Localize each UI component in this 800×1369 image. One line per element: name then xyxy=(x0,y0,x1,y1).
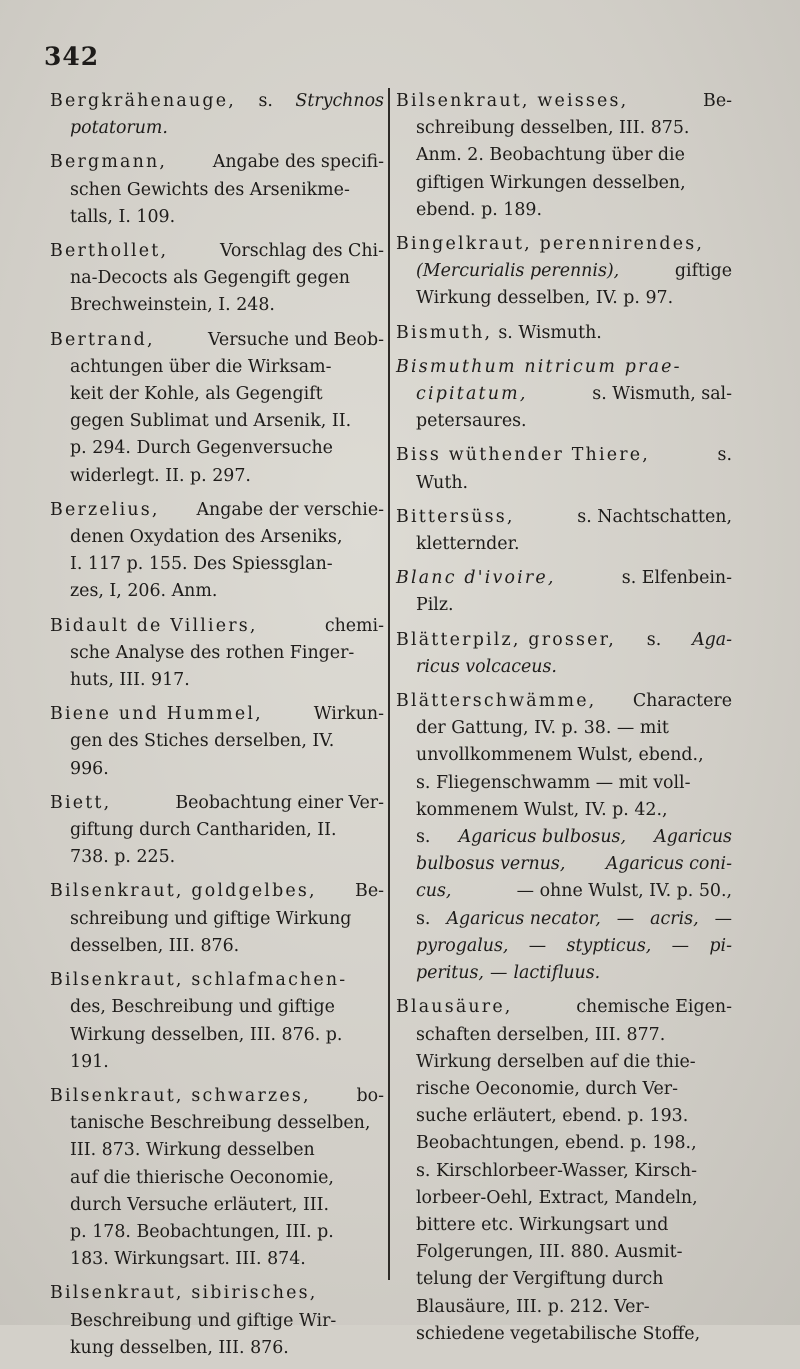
entry-first-line xyxy=(50,701,384,728)
entry-text: sche Analyse des rothen Finger- xyxy=(70,642,355,663)
entry-line xyxy=(396,197,732,224)
entry-first-line xyxy=(50,238,384,265)
entry-line xyxy=(50,204,384,231)
entry-text: huts, III. 917. xyxy=(70,670,190,691)
entry-line xyxy=(50,1049,384,1076)
entry-first-line xyxy=(50,88,384,115)
entry-text: talls, I. 109. xyxy=(70,206,176,227)
entry-headword: Bilsenkraut, schwarzes, xyxy=(50,1085,311,1106)
entry-line xyxy=(396,960,732,987)
entry-text: s. Nachtschatten, xyxy=(577,506,732,527)
entry-text: — xyxy=(671,935,690,956)
index-entry xyxy=(50,790,384,872)
index-entry xyxy=(396,88,732,224)
entry-line xyxy=(50,1165,384,1192)
entry-text: cus, xyxy=(416,881,452,902)
entry-line xyxy=(50,728,384,755)
entry-line xyxy=(396,592,732,619)
entry-first-line xyxy=(50,967,384,994)
entry-text: — ohne Wulst, IV. p. 50., xyxy=(516,881,732,902)
entry-line xyxy=(396,381,732,408)
entry-line xyxy=(396,933,732,960)
entry-text: — xyxy=(616,908,635,929)
entry-text: der Gattung, IV. p. 38. — mit xyxy=(416,718,669,739)
entry-text: tanische Beschreibung desselben, xyxy=(70,1113,371,1134)
entry-line xyxy=(396,715,732,742)
index-entry xyxy=(396,354,732,436)
entry-text: schen Gewichts des Arsenikme- xyxy=(70,179,350,200)
entry-line xyxy=(50,1246,384,1273)
entry-text: peritus, xyxy=(416,963,484,984)
entry-text: telung der Vergiftung durch xyxy=(416,1269,664,1290)
page-number: 342 xyxy=(44,42,100,71)
entry-line xyxy=(50,1335,384,1362)
entry-line xyxy=(50,1219,384,1246)
entry-headword: Biss wüthender Thiere, xyxy=(396,445,650,466)
entry-text: 183. Wirkungsart. III. 874. xyxy=(70,1249,306,1270)
entry-line xyxy=(50,667,384,694)
entry-text: Anm. 2. Beobachtung über die xyxy=(416,145,685,166)
entry-headword: Bilsenkraut, goldgelbes, xyxy=(50,881,317,902)
entry-headword: Bismuth, xyxy=(396,322,493,343)
index-entry xyxy=(396,994,732,1348)
index-entry xyxy=(396,627,732,681)
entry-line xyxy=(50,463,384,490)
index-entry xyxy=(50,1083,384,1273)
entry-headword: Bingelkraut, perennirendes, xyxy=(396,234,705,255)
entry-text: keit der Kohle, als Gegengift xyxy=(70,384,323,405)
entry-line xyxy=(50,756,384,783)
entry-first-line xyxy=(50,149,384,176)
entry-text: Wirkung derselben auf die thie- xyxy=(416,1051,696,1072)
entry-text: Blausäure, III. p. 212. Ver- xyxy=(416,1296,650,1317)
entry-first-line xyxy=(50,790,384,817)
entry-text: 996. xyxy=(70,758,109,779)
entry-text: Charactere xyxy=(632,691,732,712)
entry-text: giftige xyxy=(674,261,732,282)
entry-text: gegen Sublimat und Arsenik, II. xyxy=(70,411,352,432)
entry-line xyxy=(50,817,384,844)
entry-first-line xyxy=(396,88,732,115)
entry-headword: Bilsenkraut, schlafmachen- xyxy=(50,970,348,991)
entry-text: s. Kirschlorbeer-Wasser, Kirsch- xyxy=(416,1160,697,1181)
index-entry xyxy=(50,497,384,606)
entry-text: giftung durch Canthariden, II. xyxy=(70,820,337,841)
entry-text: auf die thierische Oeconomie, xyxy=(70,1167,334,1188)
entry-line xyxy=(50,933,384,960)
entry-text: s. Fliegenschwamm — mit voll- xyxy=(416,772,691,793)
entry-line xyxy=(396,1212,732,1239)
entry-line xyxy=(50,435,384,462)
entry-text: rische Oeconomie, durch Ver- xyxy=(416,1078,678,1099)
entry-first-line xyxy=(50,613,384,640)
entry-text: 738. p. 225. xyxy=(70,847,176,868)
entry-text: s. Wismuth, sal- xyxy=(592,384,732,405)
entry-text: III. 873. Wirkung desselben xyxy=(70,1140,315,1161)
entry-text: zes, I, 206. Anm. xyxy=(70,581,218,602)
entry-text: Brechweinstein, I. 248. xyxy=(70,295,275,316)
entry-line xyxy=(396,906,732,933)
entry-line xyxy=(396,115,732,142)
entry-text: Versuche und Beob- xyxy=(207,329,384,350)
entry-text: schiedene vegetabilische Stoffe, xyxy=(416,1323,701,1344)
entry-text: bittere etc. Wirkungsart und xyxy=(416,1214,669,1235)
entry-text: achtungen über die Wirksam- xyxy=(70,356,332,377)
entry-text: acris, xyxy=(650,908,699,929)
entry-line xyxy=(50,994,384,1021)
entry-text: 191. xyxy=(70,1051,109,1072)
entry-text: schreibung desselben, III. 875. xyxy=(416,118,690,139)
entry-text: p. 294. Durch Gegenversuche xyxy=(70,438,333,459)
entry-line xyxy=(50,1022,384,1049)
entry-headword: Bidault de Villiers, xyxy=(50,615,258,636)
entry-text: Wirkung desselben, IV. p. 97. xyxy=(416,288,674,309)
entry-first-line xyxy=(396,320,732,347)
index-entry xyxy=(50,238,384,320)
entry-line xyxy=(50,408,384,435)
entry-headword: Bertrand, xyxy=(50,329,155,350)
entry-text: des, Beschreibung und giftige xyxy=(70,997,335,1018)
index-entry xyxy=(396,320,732,347)
index-column-left xyxy=(50,88,384,1369)
entry-text: bo- xyxy=(356,1085,384,1106)
entry-headword: Bittersüss, xyxy=(396,506,515,527)
entry-line xyxy=(396,1049,732,1076)
entry-line xyxy=(396,797,732,824)
index-entry xyxy=(50,701,384,783)
entry-line xyxy=(396,1130,732,1157)
entry-text: kommenem Wulst, IV. p. 42., xyxy=(416,799,668,820)
entry-text: lactifluus. xyxy=(513,963,601,984)
entry-headword: Bergkrähenauge, xyxy=(50,91,236,111)
entry-line xyxy=(50,1192,384,1219)
entry-text: stypticus, xyxy=(566,935,652,956)
entry-headword: cipitatum, xyxy=(416,384,528,405)
entry-headword: Biene und Hummel, xyxy=(50,704,263,725)
entry-line xyxy=(50,524,384,551)
index-entry xyxy=(50,878,384,960)
entry-text: s. xyxy=(646,629,662,650)
entry-line xyxy=(50,292,384,319)
entry-text: s. xyxy=(258,91,273,111)
entry-line xyxy=(396,408,732,435)
entry-text: schaften derselben, III. 877. xyxy=(416,1024,666,1045)
entry-text: desselben, III. 876. xyxy=(70,935,240,956)
entry-text: I. 117 p. 155. Des Spiessglan- xyxy=(70,554,333,575)
entry-first-line xyxy=(396,688,732,715)
entry-text: pyrogalus, xyxy=(416,935,509,956)
entry-line xyxy=(396,1158,732,1185)
entry-text: Pilz. xyxy=(416,595,454,616)
column-divider xyxy=(388,88,390,1280)
entry-text: Agaricus coni- xyxy=(605,854,732,875)
entry-text: s. xyxy=(416,827,431,848)
entry-line xyxy=(396,1103,732,1130)
index-entry xyxy=(50,967,384,1076)
entry-line xyxy=(396,878,732,905)
entry-text: — xyxy=(490,963,508,984)
index-entry xyxy=(50,149,384,231)
entry-first-line xyxy=(396,994,732,1021)
entry-text: Wirkun- xyxy=(313,704,384,725)
entry-headword: Blätterschwämme, xyxy=(396,691,597,712)
entry-line xyxy=(50,177,384,204)
entry-line xyxy=(50,844,384,871)
entry-text: — xyxy=(714,908,732,929)
entry-text: ebend. p. 189. xyxy=(416,199,543,220)
entry-first-line xyxy=(50,1280,384,1307)
entry-text: Be- xyxy=(355,881,384,902)
entry-text: Agaricus necator, xyxy=(446,908,601,929)
entry-line xyxy=(396,742,732,769)
entry-text: schreibung und giftige Wirkung xyxy=(70,908,352,929)
entry-headword: Berthollet, xyxy=(50,241,169,262)
entry-text: Agaricus xyxy=(654,827,732,848)
entry-headword: Bergmann, xyxy=(50,152,168,173)
entry-line xyxy=(396,1266,732,1293)
index-entry xyxy=(50,88,384,142)
entry-text: Be- xyxy=(703,91,732,111)
entry-line xyxy=(396,1294,732,1321)
index-column-right xyxy=(396,88,732,1355)
entry-headword: Biett, xyxy=(50,792,112,813)
entry-text: Aga- xyxy=(692,629,732,650)
index-entry xyxy=(50,327,384,490)
entry-text: lorbeer-Oehl, Extract, Mandeln, xyxy=(416,1187,698,1208)
entry-headword: Bismuthum nitricum prae- xyxy=(396,356,682,377)
entry-first-line xyxy=(396,627,732,654)
index-entry xyxy=(50,1280,384,1362)
entry-text: chemische Eigen- xyxy=(576,997,732,1018)
entry-text: (Mercurialis perennis), xyxy=(416,261,620,282)
entry-text: na-Decocts als Gegengift gegen xyxy=(70,268,350,289)
entry-text: pi- xyxy=(709,935,732,956)
index-entry xyxy=(396,688,732,987)
entry-headword: Bilsenkraut, weisses, xyxy=(396,91,629,111)
entry-line xyxy=(396,1185,732,1212)
entry-text: Beobachtungen, ebend. p. 198., xyxy=(416,1133,697,1154)
index-entry xyxy=(396,442,732,496)
entry-line xyxy=(396,258,732,285)
entry-first-line xyxy=(50,497,384,524)
index-entry xyxy=(396,504,732,558)
entry-line xyxy=(50,578,384,605)
entry-text: widerlegt. II. p. 297. xyxy=(70,465,251,486)
entry-text: giftigen Wirkungen desselben, xyxy=(416,172,686,193)
entry-text: p. 178. Beobachtungen, III. p. xyxy=(70,1221,334,1242)
entry-text: denen Oxydation des Arseniks, xyxy=(70,527,343,548)
entry-text: suche erläutert, ebend. p. 193. xyxy=(416,1106,689,1127)
entry-text: Folgerungen, III. 880. Ausmit- xyxy=(416,1242,683,1263)
entry-line xyxy=(396,531,732,558)
entry-text: s. Wismuth. xyxy=(498,322,602,343)
entry-text: Vorschlag des Chi- xyxy=(219,241,384,262)
entry-first-line xyxy=(50,878,384,905)
entry-line xyxy=(50,1137,384,1164)
entry-text: potatorum. xyxy=(70,118,168,139)
entry-line xyxy=(396,1076,732,1103)
entry-text: kung desselben, III. 876. xyxy=(70,1337,289,1358)
entry-line xyxy=(396,1022,732,1049)
entry-first-line xyxy=(396,565,732,592)
entry-text: — xyxy=(528,935,547,956)
index-entry xyxy=(396,565,732,619)
entry-text: bulbosus vernus, xyxy=(416,854,566,875)
entry-text: ricus volcaceus. xyxy=(416,656,557,677)
entry-text: s. Elfenbein- xyxy=(621,568,732,589)
entry-headword: Bilsenkraut, sibirisches, xyxy=(50,1283,318,1304)
index-entry xyxy=(50,613,384,695)
entry-text: s. xyxy=(416,908,431,929)
entry-text: Beobachtung einer Ver- xyxy=(175,792,384,813)
entry-text: Agaricus bulbosus, xyxy=(458,827,627,848)
entry-line xyxy=(396,170,732,197)
entry-line xyxy=(50,640,384,667)
entry-headword: Berzelius, xyxy=(50,499,160,520)
entry-line xyxy=(396,654,732,681)
entry-text: gen des Stiches derselben, IV. xyxy=(70,731,335,752)
entry-headword: Blanc d'ivoire, xyxy=(396,568,556,589)
entry-line xyxy=(396,285,732,312)
entry-first-line xyxy=(396,504,732,531)
entry-line xyxy=(50,906,384,933)
entry-text: s. xyxy=(717,445,732,466)
entry-text: petersaures. xyxy=(416,411,527,432)
entry-line xyxy=(396,470,732,497)
entry-headword: Blausäure, xyxy=(396,997,513,1018)
entry-line xyxy=(396,824,732,851)
entry-line xyxy=(396,851,732,878)
entry-first-line xyxy=(396,442,732,469)
entry-line xyxy=(50,381,384,408)
entry-line xyxy=(396,770,732,797)
entry-text: kletternder. xyxy=(416,534,520,555)
entry-text: Wirkung desselben, III. 876. p. xyxy=(70,1024,343,1045)
entry-line xyxy=(50,265,384,292)
entry-text: durch Versuche erläutert, III. xyxy=(70,1194,330,1215)
entry-first-line xyxy=(396,231,732,258)
entry-line xyxy=(396,142,732,169)
entry-first-line xyxy=(50,1083,384,1110)
entry-text: Beschreibung und giftige Wir- xyxy=(70,1310,337,1331)
entry-line xyxy=(50,1308,384,1335)
entry-text: unvollkommenem Wulst, ebend., xyxy=(416,745,704,766)
entry-first-line xyxy=(396,354,732,381)
entry-text: Wuth. xyxy=(416,472,469,493)
entry-line xyxy=(50,354,384,381)
entry-first-line xyxy=(50,327,384,354)
index-entry xyxy=(396,231,732,313)
entry-text: chemi- xyxy=(324,615,384,636)
entry-text: Angabe des specifi- xyxy=(212,152,384,173)
entry-headword: Blätterpilz, grosser, xyxy=(396,629,616,650)
entry-text: Angabe der verschie- xyxy=(196,499,384,520)
entry-text: Strychnos xyxy=(295,91,384,111)
entry-line xyxy=(396,1239,732,1266)
entry-line xyxy=(50,551,384,578)
entry-line xyxy=(50,1110,384,1137)
entry-line xyxy=(50,115,384,142)
